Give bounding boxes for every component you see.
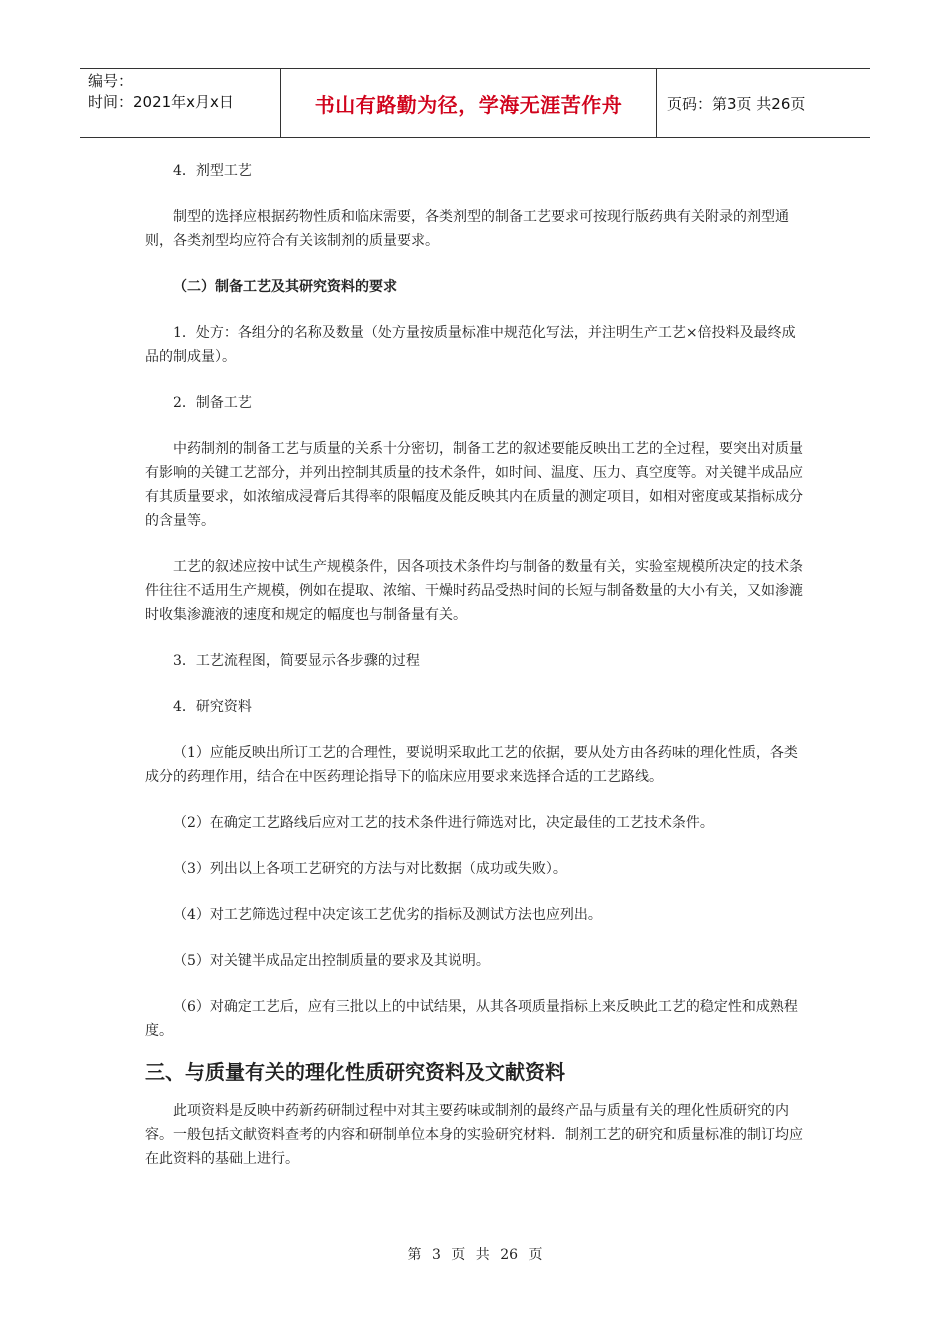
header-meta bbox=[80, 69, 281, 137]
paragraph-research-6: （6）对确定工艺后，应有三批以上的中试结果，从其各项质量指标上来反映此工艺的稳定性和成熟程度。 bbox=[145, 999, 798, 1039]
paragraph-research-1: （1）应能反映出所订工艺的合理性，要说明采取此工艺的依据，要从处方由各药味的理化性质，各类成分的药理作用，结合在中医药理论指导下的临床应用要求来选择合适的工艺路线。 bbox=[145, 745, 798, 785]
time-label: 时间：2021年x月x日 bbox=[88, 93, 234, 111]
header-page-info: 页码：第3页 共26页 bbox=[667, 94, 806, 113]
document-body bbox=[145, 148, 807, 1171]
section-heading-3: 三、与质量有关的理化性质研究资料及文献资料 bbox=[145, 1060, 565, 1084]
paragraph-process-title: 2．制备工艺 bbox=[173, 395, 252, 411]
paragraph-flowchart: 3．工艺流程图，简要显示各步骤的过程 bbox=[173, 653, 420, 669]
paragraph-physchem: 此项资料是反映中药新药研制过程中对其主要药味或制剂的最终产品与质量有关的理化性质研究的内容。一般包括文献资料查考的内容和研制单位本身的实验研究材料．制剂工艺的研究和质量标准的制订均应在此资料的基础上进行。 bbox=[145, 1103, 803, 1167]
paragraph-pilot-scale: 工艺的叙述应按中试生产规模条件，因各项技术条件均与制备的数量有关，实验室规模所决定的技术条件往往不适用生产规模，例如在提取、浓缩、干燥时药品受热时间的长短与制备数量的大小有关，又如渗漉时收集渗漉液的速度和规定的幅度也与制备量有关。 bbox=[145, 559, 803, 623]
paragraph-process-quality: 中药制剂的制备工艺与质量的关系十分密切，制备工艺的叙述要能反映出工艺的全过程，要突出对质量有影响的关键工艺部分，并列出控制其质量的技术条件，如时间、温度、压力、真空度等。对关键半成品应有其质量要求，如浓缩成浸膏后其得率的限幅度及能反映其内在质量的测定项目，如相对密度或某指标成分的含量等。 bbox=[145, 441, 803, 529]
paragraph-dosage-form-title: 4．剂型工艺 bbox=[173, 163, 252, 179]
number-label: 编号： bbox=[88, 72, 134, 90]
header-motto: 书山有路勤为径，学海无涯苦作舟 bbox=[281, 69, 657, 137]
paragraph-prescription: 1．处方：各组分的名称及数量（处方量按质量标准中规范化写法，并注明生产工艺×倍投料及最终成品的制成量）。 bbox=[145, 325, 796, 365]
page-footer: 第 3 页 共 26 页 bbox=[407, 1247, 543, 1263]
paragraph-dosage-form: 制型的选择应根据药物性质和临床需要，各类剂型的制备工艺要求可按现行版药典有关附录的剂型通则，各类剂型均应符合有关该制剂的质量要求。 bbox=[145, 209, 789, 249]
subheading-preparation: （二）制备工艺及其研究资料的要求 bbox=[173, 279, 397, 295]
paragraph-research-2: （2）在确定工艺路线后应对工艺的技术条件进行筛选对比，决定最佳的工艺技术条件。 bbox=[173, 815, 714, 831]
paragraph-research-3: （3）列出以上各项工艺研究的方法与对比数据（成功或失败）。 bbox=[173, 861, 567, 877]
paragraph-research-5: （5）对关键半成品定出控制质量的要求及其说明。 bbox=[173, 953, 490, 969]
paragraph-research-title: 4．研究资料 bbox=[173, 699, 252, 715]
paragraph-research-4: （4）对工艺筛选过程中决定该工艺优劣的指标及测试方法也应列出。 bbox=[173, 907, 602, 923]
page-header bbox=[80, 68, 870, 138]
